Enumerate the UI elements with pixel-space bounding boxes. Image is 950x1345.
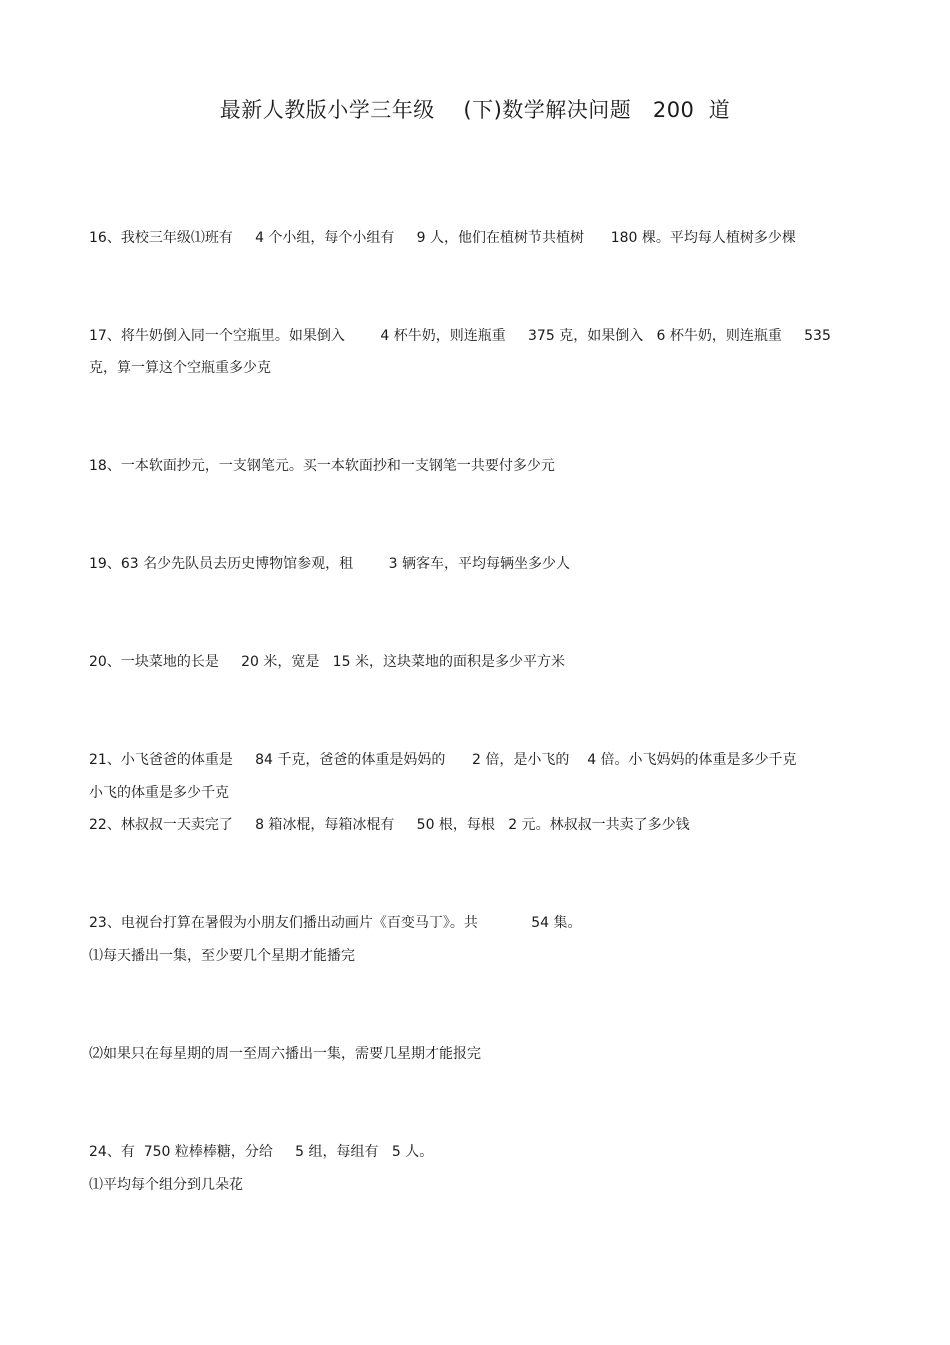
problem-21-line-2: 小飞的体重是多少千克 — [89, 785, 229, 801]
problem-17-line-1: 17、将牛奶倒入同一个空瓶里。如果倒入 4 杯牛奶，则连瓶重 375 克，如果倒入 6 杯牛奶，则连瓶重 535 — [89, 328, 831, 344]
problem-24: 24、有 750 粒棒棒糖，分给 5 组，每组有 5 人。 — [89, 1144, 434, 1160]
problem-23: 23、电视台打算在暑假为小朋友们播出动画片《百变马丁》。共 54 集。 — [89, 915, 582, 931]
problem-24-part-1: ⑴平均每个组分到几朵花 — [89, 1177, 243, 1193]
problem-19: 19、63 名少先队员去历史博物馆参观，租 3 辆客车，平均每辆坐多少人 — [89, 556, 571, 572]
problem-17-line-2: 克，算一算这个空瓶重多少克 — [89, 360, 271, 376]
problem-21-line-1: 21、小飞爸爸的体重是 84 千克，爸爸的体重是妈妈的 2 倍，是小飞的 4 倍。小飞妈妈的体重是多少千克 — [89, 752, 797, 768]
problem-22: 22、林叔叔一天卖完了 8 箱冰棍，每箱冰棍有 50 根，每根 2 元。林叔叔一共卖了多少钱 — [89, 817, 690, 833]
page-title: 最新人教版小学三年级 (下)数学解决问题 200 道 — [219, 98, 731, 122]
problem-16: 16、我校三年级⑴班有 4 个小组，每个小组有 9 人，他们在植树节共植树 180 棵。平均每人植树多少棵 — [89, 230, 796, 246]
problem-18: 18、一本软面抄元，一支钢笔元。买一本软面抄和一支钢笔一共要付多少元 — [89, 458, 555, 474]
problem-23-part-2: ⑵如果只在每星期的周一至周六播出一集，需要几星期才能报完 — [89, 1046, 481, 1062]
problem-23-part-1: ⑴每天播出一集，至少要几个星期才能播完 — [89, 948, 355, 964]
problem-20: 20、一块菜地的长是 20 米，宽是 15 米，这块菜地的面积是多少平方米 — [89, 654, 565, 670]
